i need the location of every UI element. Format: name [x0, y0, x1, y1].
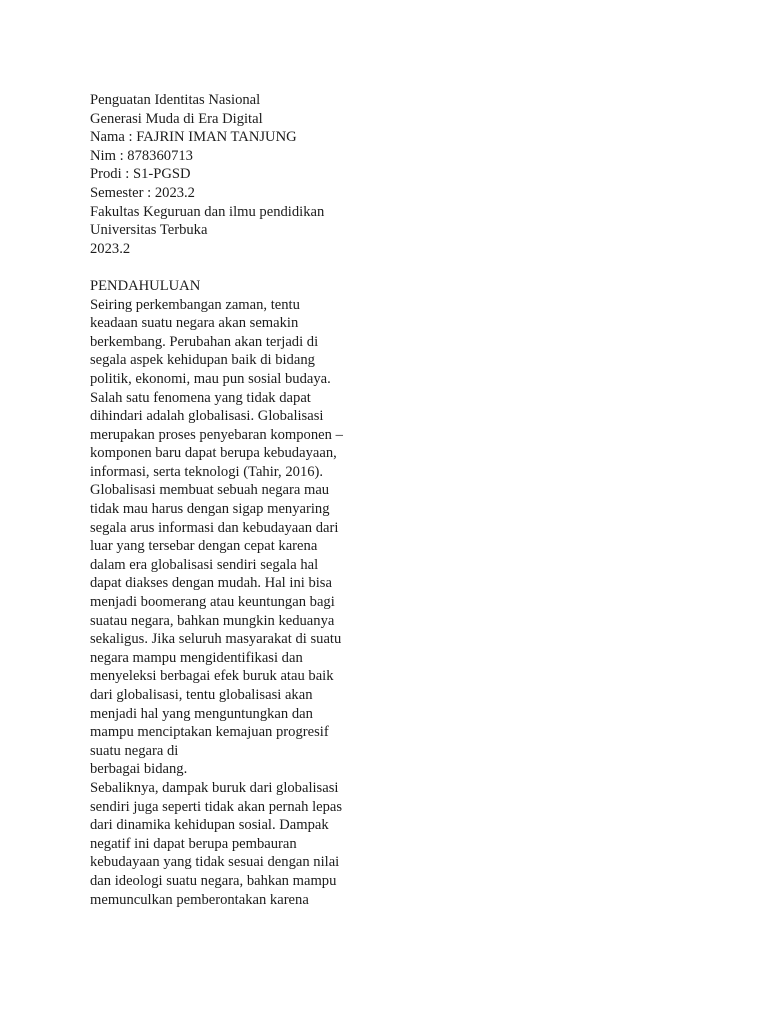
study-program: Prodi : S1-PGSD: [90, 166, 191, 183]
body-line: berbagai bidang.: [90, 761, 188, 778]
document-title: Penguatan Identitas Nasional: [90, 92, 261, 108]
body-line: sendiri juga seperti tidak akan pernah lepas: [90, 798, 343, 815]
body-line: dari globalisasi, tentu globalisasi akan: [90, 687, 313, 703]
student-id: Nim : 878360713: [90, 147, 193, 164]
body-line: Seiring perkembangan zaman, tentu: [90, 296, 300, 313]
body-line: politik, ekonomi, mau pun sosial budaya.: [90, 370, 331, 387]
body-line: negatif ini dapat berupa pembauran: [90, 835, 297, 852]
body-line: dalam era globalisasi sendiri segala hal: [90, 556, 319, 573]
spacer: [90, 258, 360, 277]
body-line: keadaan suatu negara akan semakin: [90, 315, 299, 332]
introduction-section: [90, 277, 360, 909]
body-line: informasi, serta teknologi (Tahir, 2016).: [90, 463, 324, 480]
body-line: merupakan proses penyebaran komponen –: [90, 426, 343, 443]
body-line: suatu negara di: [90, 742, 179, 759]
body-line: dan ideologi suatu negara, bahkan mampu: [90, 872, 337, 889]
header-block: [90, 91, 360, 258]
body-line: dapat diakses dengan mudah. Hal ini bisa: [90, 575, 332, 592]
body-line: tidak mau harus dengan sigap menyaring: [90, 501, 330, 518]
semester: Semester : 2023.2: [90, 184, 195, 201]
section-heading: PENDAHULUAN: [90, 277, 201, 294]
body-line: Sebaliknya, dampak buruk dari globalisasi: [90, 779, 339, 796]
body-line: kebudayaan yang tidak sesuai dengan nilai: [90, 854, 340, 871]
body-line: segala arus informasi dan kebudayaan dari: [90, 519, 339, 536]
body-line: suatau negara, bahkan mungkin keduanya: [90, 612, 335, 629]
author-name: Nama : FAJRIN IMAN TANJUNG: [90, 129, 297, 146]
body-line: Salah satu fenomena yang tidak dapat: [90, 389, 311, 406]
university: Universitas Terbuka: [90, 222, 208, 239]
year: 2023.2: [90, 240, 131, 257]
body-line: menyeleksi berbagai efek buruk atau baik: [90, 668, 334, 685]
body-line: menjadi boomerang atau keuntungan bagi: [90, 594, 335, 611]
faculty: Fakultas Keguruan dan ilmu pendidikan: [90, 203, 325, 220]
body-line: memunculkan pemberontakan karena: [90, 891, 309, 908]
body-line: dari dinamika kehidupan sosial. Dampak: [90, 817, 329, 834]
document-subtitle: Generasi Muda di Era Digital: [90, 110, 263, 127]
body-line: mampu menciptakan kemajuan progresif: [90, 724, 329, 741]
document-page: [90, 91, 360, 909]
body-line: menjadi hal yang menguntungkan dan: [90, 705, 313, 722]
body-line: komponen baru dapat berupa kebudayaan,: [90, 445, 337, 462]
body-line: negara mampu mengidentifikasi dan: [90, 649, 303, 666]
body-line: berkembang. Perubahan akan terjadi di: [90, 333, 319, 350]
body-line: Globalisasi membuat sebuah negara mau: [90, 482, 330, 499]
body-line: segala aspek kehidupan baik di bidang: [90, 352, 315, 369]
body-line: sekaligus. Jika seluruh masyarakat di suatu: [90, 631, 342, 648]
body-line: dihindari adalah globalisasi. Globalisasi: [90, 408, 324, 425]
body-line: luar yang tersebar dengan cepat karena: [90, 538, 318, 555]
